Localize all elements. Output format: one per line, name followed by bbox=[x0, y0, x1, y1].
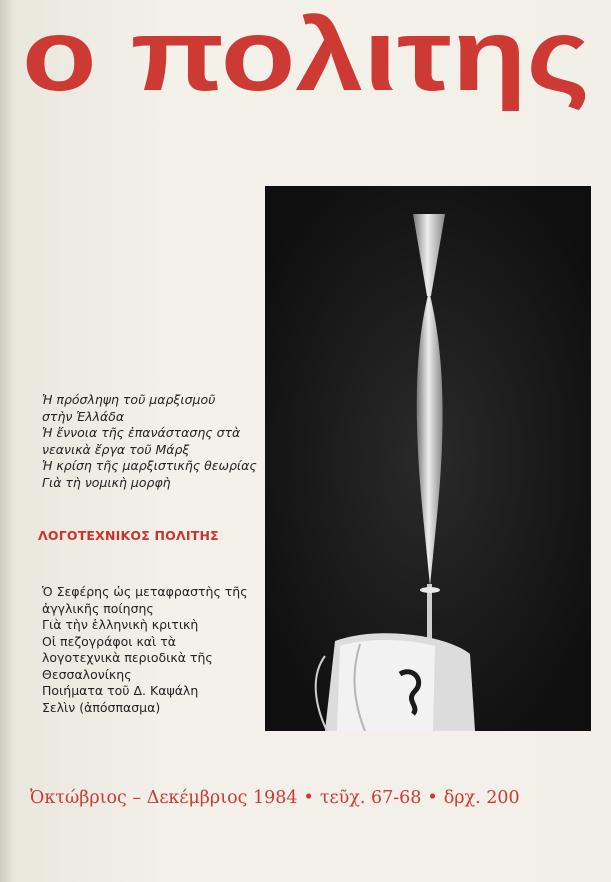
page-edge-shadow bbox=[0, 0, 14, 882]
literary-list bbox=[42, 584, 262, 716]
literary-line: Οἱ πεζογράφοι καὶ τὰ bbox=[42, 633, 177, 649]
article-line: Γιὰ τὴ νομικὴ μορφὴ bbox=[42, 474, 171, 490]
article-line: Ἡ ἔννοια τῆς ἐπανάστασης στὰ bbox=[42, 425, 241, 440]
article-line: νεανικὰ ἔργα τοῦ Μάρξ bbox=[42, 441, 190, 457]
bullet-separator: • bbox=[303, 788, 314, 808]
literary-line: Γιὰ τὴν ἑλληνικὴ κριτικὴ bbox=[42, 617, 199, 632]
literary-line: Σελὶν (ἀπόσπασμα) bbox=[42, 699, 161, 715]
issue-number: τεῦχ. 67-68 bbox=[319, 788, 422, 808]
article-line: Ἡ πρόσληψη τοῦ μαρξισμοῦ bbox=[42, 392, 216, 407]
section-title: ΛΟΓΟΤΕΧΝΙΚΟΣ ΠΟΛΙΤΗΣ bbox=[38, 528, 219, 543]
articles-list bbox=[42, 392, 257, 491]
article-line: Ἡ κρίση τῆς μαρξιστικῆς θεωρίας bbox=[42, 458, 257, 473]
masthead-logo bbox=[22, 6, 602, 126]
masthead-title: ο πολιτης bbox=[22, 6, 590, 112]
sculpture-image bbox=[265, 186, 591, 731]
literary-line: ἀγγλικῆς ποίησης bbox=[42, 600, 154, 616]
literary-line: Ὁ Σεφέρης ὡς μεταφραστὴς τῆς bbox=[42, 584, 248, 599]
literary-line: Θεσσαλονίκης bbox=[42, 666, 132, 682]
issue-footer bbox=[30, 788, 520, 808]
article-line: στὴν Ἑλλάδα bbox=[42, 408, 125, 424]
literary-line: Ποιήματα τοῦ Δ. Καψάλη bbox=[42, 683, 199, 698]
cover-photo bbox=[265, 186, 591, 731]
masthead bbox=[22, 6, 602, 126]
bullet-separator: • bbox=[427, 788, 438, 808]
issue-price: δρχ. 200 bbox=[443, 788, 520, 808]
literary-line: λογοτεχνικὰ περιοδικὰ τῆς bbox=[42, 650, 213, 665]
issue-date: Ὀκτώβριος – Δεκέμβριος 1984 bbox=[30, 788, 298, 808]
